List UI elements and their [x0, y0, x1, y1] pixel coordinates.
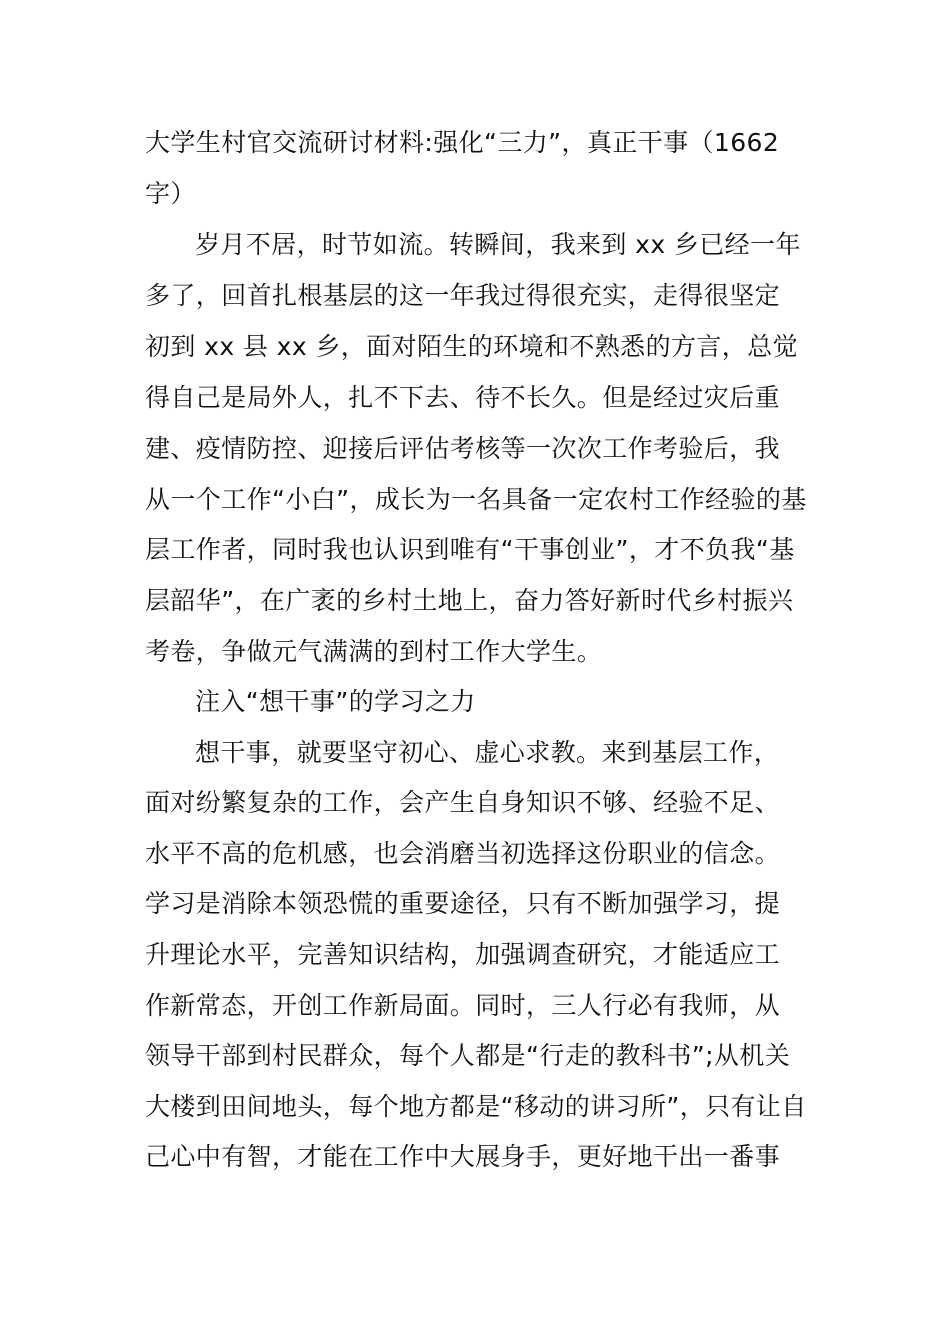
- paragraph-1-line-6: 从一个工作“小白”，成长为一名具备一定农村工作经验的基: [145, 485, 807, 514]
- paragraph-1-line-4: 得自己是局外人，扎不下去、待不长久。但是经过灾后重: [145, 383, 781, 412]
- paragraph-1-line-1: 岁月不居，时节如流。转瞬间，我来到 xx 乡已经一年: [195, 230, 801, 259]
- paragraph-2-line-2: 面对纷繁复杂的工作，会产生自身知识不够、经验不足、: [145, 788, 781, 817]
- title-line-1: 大学生村官交流研讨材料:强化“三力”，真正干事（1662: [145, 128, 780, 157]
- paragraph-2-line-4: 学习是消除本领恐慌的重要途径，只有不断加强学习，提: [145, 889, 781, 918]
- section-heading: 注入“想干事”的学习之力: [195, 687, 476, 716]
- paragraph-2-line-8: 大楼到田间地头，每个地方都是“移动的讲习所”，只有让自: [145, 1092, 807, 1121]
- paragraph-2-line-1: 想干事，就要坚守初心、虚心求教。来到基层工作，: [195, 738, 780, 767]
- paragraph-1-line-5: 建、疫情防控、迎接后评估考核等一次次工作考验后，我: [145, 434, 781, 463]
- paragraph-2-line-6: 作新常态，开创工作新局面。同时，三人行必有我师，从: [145, 991, 781, 1020]
- paragraph-2-line-9: 己心中有智，才能在工作中大展身手，更好地干出一番事: [145, 1142, 781, 1171]
- paragraph-1-line-9: 考卷，争做元气满满的到村工作大学生。: [145, 637, 603, 666]
- paragraph-1-line-8: 层韶华”，在广袤的乡村土地上，奋力答好新时代乡村振兴: [145, 586, 794, 615]
- paragraph-1-line-2: 多了，回首扎根基层的这一年我过得很充实，走得很坚定: [145, 281, 781, 310]
- paragraph-1-line-3: 初到 xx 县 xx 乡，面对陌生的环境和不熟悉的方言，总觉: [145, 332, 798, 361]
- title-line-2: 字）: [145, 179, 196, 208]
- paragraph-2-line-3: 水平不高的危机感，也会消磨当初选择这份职业的信念。: [145, 839, 781, 868]
- paragraph-2-line-5: 升理论水平，完善知识结构，加强调查研究，才能适应工: [145, 940, 781, 969]
- paragraph-1-line-7: 层工作者，同时我也认识到唯有“干事创业”，才不负我“基: [145, 535, 795, 564]
- paragraph-2-line-7: 领导干部到村民群众，每个人都是“行走的教科书”;从机关: [145, 1041, 791, 1070]
